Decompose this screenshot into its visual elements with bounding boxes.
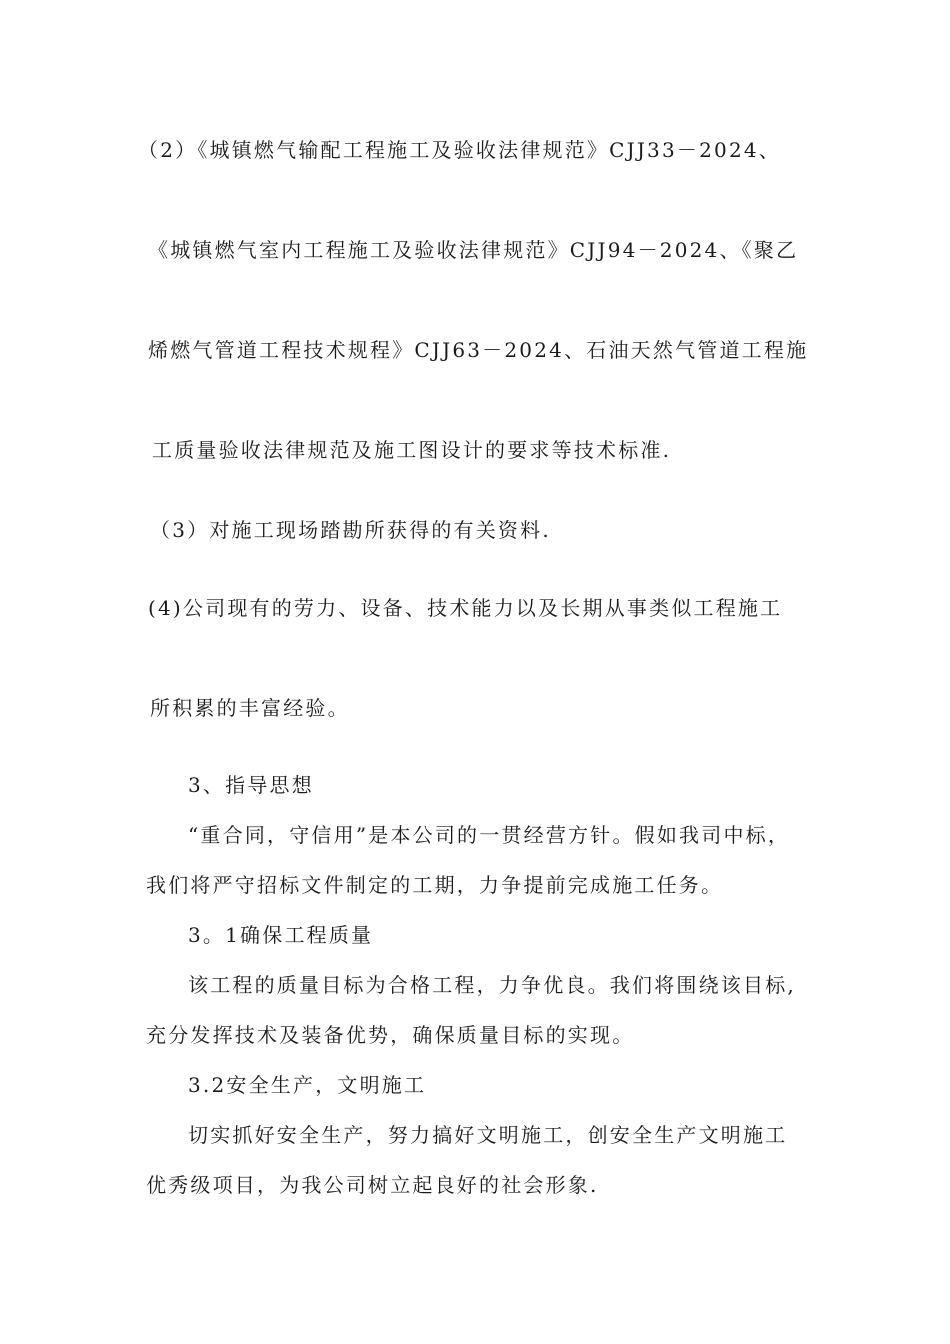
text-line: 工质量验收法律规范及施工图设计的要求等技术标准.	[152, 438, 672, 462]
section-heading: 3、指导思想	[188, 773, 314, 797]
text-line: 充分发挥技术及装备优势，确保质量目标的实现。	[146, 1023, 635, 1047]
text-line: 我们将严守招标文件制定的工期，力争提前完成施工任务。	[146, 873, 724, 897]
text-line: 《城镇燃气室内工程施工及验收法律规范》CJJ94－2024、《聚乙	[148, 238, 799, 262]
text-line: (4)公司现有的劳力、设备、技术能力以及长期从事类似工程施工	[148, 596, 783, 620]
section-heading: 3.2安全生产，文明施工	[188, 1073, 427, 1097]
text-line: （3）对施工现场踏勘所获得的有关资料.	[150, 518, 551, 542]
text-line: 该工程的质量目标为合格工程，力争优良。我们将围绕该目标,	[188, 973, 796, 997]
text-line: 烯燃气管道工程技术规程》CJJ63－2024、石油天然气管道工程施	[148, 338, 809, 362]
text-line: 优秀级项目，为我公司树立起良好的社会形象.	[146, 1173, 599, 1197]
text-line: 所积累的丰富经验。	[150, 696, 350, 720]
text-line: （2）《城镇燃气输配工程施工及验收法律规范》CJJ33－2024、	[138, 138, 782, 162]
section-heading: 3。1确保工程质量	[188, 923, 374, 947]
text-line: 切实抓好安全生产，努力搞好文明施工，创安全生产文明施工	[188, 1123, 788, 1147]
text-line: “重合同，守信用”是本公司的一贯经营方针。假如我司中标，	[188, 823, 791, 847]
